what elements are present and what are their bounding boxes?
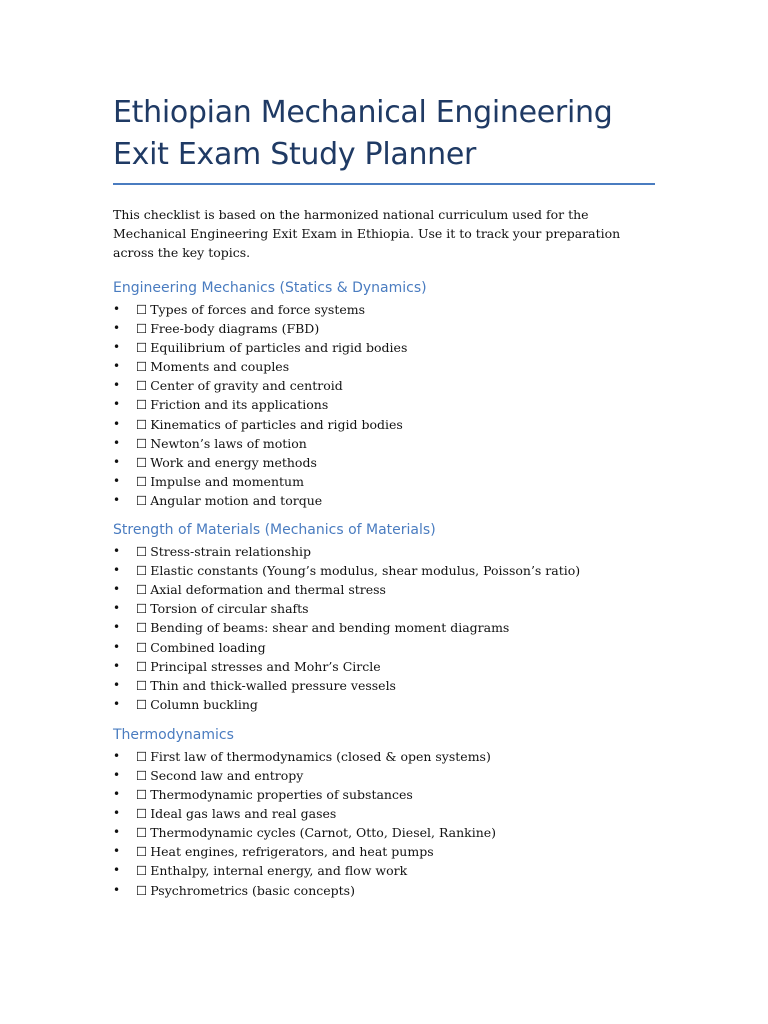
checklist-item-label: Ideal gas laws and real gases (150, 806, 337, 822)
checklist-item-label: Column buckling (150, 696, 258, 712)
checklist-item-label: Combined loading (150, 639, 266, 655)
bullet-icon: • (113, 639, 121, 654)
checklist-item (113, 618, 655, 637)
checklist-item (113, 357, 655, 376)
checklist-item-label: Moments and couples (150, 359, 290, 375)
checkbox-icon[interactable]: ☐ (136, 806, 148, 822)
checklist-item (113, 300, 655, 319)
bullet-icon: • (113, 321, 121, 336)
checkbox-icon[interactable]: ☐ (136, 748, 148, 764)
bullet-icon: • (113, 492, 121, 507)
bullet-icon: • (113, 397, 121, 412)
checklist-item-label: Newton’s laws of motion (150, 435, 307, 451)
title-divider (113, 183, 655, 185)
checkbox-icon[interactable]: ☐ (136, 321, 148, 337)
checklist-item-label: Work and energy methods (150, 454, 317, 470)
checklist-item-label: Stress-strain relationship (150, 544, 312, 560)
checklist-item (113, 338, 655, 357)
checkbox-icon[interactable]: ☐ (136, 359, 148, 375)
section-thermodynamics (113, 725, 655, 900)
checklist-item (113, 376, 655, 395)
bullet-icon: • (113, 658, 121, 673)
checklist-item-label: Thermodynamic cycles (Carnot, Otto, Diesel, Rankine) (150, 825, 497, 841)
checklist-item (113, 491, 655, 510)
checklist-item-label: Thin and thick-walled pressure vessels (150, 677, 396, 693)
checkbox-icon[interactable]: ☐ (136, 340, 148, 356)
checkbox-icon[interactable]: ☐ (136, 416, 148, 432)
checklist-item-label: Thermodynamic properties of substances (150, 787, 413, 803)
document-page (113, 92, 655, 900)
checkbox-icon[interactable]: ☐ (136, 696, 148, 712)
checklist-item-label: Enthalpy, internal energy, and flow work (150, 863, 408, 879)
section-heading: Strength of Materials (Mechanics of Materials) (113, 522, 436, 539)
checklist-item (113, 395, 655, 414)
bullet-icon: • (113, 454, 121, 469)
bullet-icon: • (113, 825, 121, 840)
checkbox-icon[interactable]: ☐ (136, 397, 148, 413)
checkbox-icon[interactable]: ☐ (136, 767, 148, 783)
checkbox-icon[interactable]: ☐ (136, 825, 148, 841)
bullet-icon: • (113, 473, 121, 488)
checklist-item (113, 881, 655, 900)
checkbox-icon[interactable]: ☐ (136, 378, 148, 394)
checklist-item-label: Heat engines, refrigerators, and heat pumps (150, 844, 434, 860)
checklist-item (113, 766, 655, 785)
checklist-item (113, 542, 655, 561)
checklist (113, 542, 655, 714)
checklist (113, 300, 655, 510)
checkbox-icon[interactable]: ☐ (136, 639, 148, 655)
checkbox-icon[interactable]: ☐ (136, 302, 148, 317)
document-title: Ethiopian Mechanical Engineering Exit Exam Study Planner (113, 95, 613, 172)
checkbox-icon[interactable]: ☐ (136, 844, 148, 860)
bullet-icon: • (113, 378, 121, 393)
checkbox-icon[interactable]: ☐ (136, 677, 148, 693)
checklist-item-label: First law of thermodynamics (closed & open systems) (150, 748, 491, 764)
checklist-item (113, 823, 655, 842)
checkbox-icon[interactable]: ☐ (136, 544, 148, 560)
checklist-item-label: Friction and its applications (150, 397, 329, 413)
checklist-item (113, 561, 655, 580)
bullet-icon: • (113, 696, 121, 711)
intro-paragraph: This checklist is based on the harmonized national curriculum used for the Mechanical Engineering Exit Exam in Ethiopia. Use it to track your preparation across the key topics. (113, 207, 621, 260)
bullet-icon: • (113, 882, 121, 897)
checklist-item-label: Second law and entropy (150, 767, 304, 783)
bullet-icon: • (113, 435, 121, 450)
checklist-item-label: Impulse and momentum (150, 473, 304, 489)
section-engineering-mechanics (113, 278, 655, 510)
bullet-icon: • (113, 748, 121, 763)
checklist-item (113, 657, 655, 676)
checklist-item (113, 453, 655, 472)
bullet-icon: • (113, 677, 121, 692)
checklist-item-label: Psychrometrics (basic concepts) (150, 882, 355, 898)
section-heading: Thermodynamics (113, 726, 234, 743)
bullet-icon: • (113, 767, 121, 782)
checkbox-icon[interactable]: ☐ (136, 601, 148, 617)
checklist-item-label: Angular motion and torque (150, 492, 323, 508)
checklist-item (113, 599, 655, 618)
section-strength-of-materials (113, 520, 655, 714)
checklist-item-label: Bending of beams: shear and bending moment diagrams (150, 620, 510, 636)
checklist-item (113, 638, 655, 657)
section-heading: Engineering Mechanics (Statics & Dynamics) (113, 280, 427, 296)
checklist-item (113, 861, 655, 880)
checklist-item-label: Equilibrium of particles and rigid bodies (150, 340, 408, 356)
checklist-item (113, 804, 655, 823)
checklist-item (113, 676, 655, 695)
checklist-item (113, 695, 655, 714)
checklist-item (113, 747, 655, 766)
checkbox-icon[interactable]: ☐ (136, 435, 148, 451)
checkbox-icon[interactable]: ☐ (136, 492, 148, 508)
bullet-icon: • (113, 302, 121, 316)
checklist-item-label: Free-body diagrams (FBD) (150, 321, 320, 337)
checklist-item-label: Torsion of circular shafts (150, 601, 309, 617)
checkbox-icon[interactable]: ☐ (136, 454, 148, 470)
bullet-icon: • (113, 806, 121, 821)
checklist-item-label: Center of gravity and centroid (150, 378, 343, 394)
bullet-icon: • (113, 544, 121, 559)
checklist-item (113, 842, 655, 861)
checklist-item (113, 785, 655, 804)
checklist-item-label: Principal stresses and Mohr’s Circle (150, 658, 381, 674)
bullet-icon: • (113, 863, 121, 878)
checkbox-icon[interactable]: ☐ (136, 473, 148, 489)
checkbox-icon[interactable]: ☐ (136, 620, 148, 636)
checkbox-icon[interactable]: ☐ (136, 582, 148, 598)
bullet-icon: • (113, 340, 121, 355)
checkbox-icon[interactable]: ☐ (136, 863, 148, 879)
checklist (113, 747, 655, 900)
bullet-icon: • (113, 359, 121, 374)
checklist-item (113, 415, 655, 434)
bullet-icon: • (113, 787, 121, 802)
checklist-item (113, 434, 655, 453)
checklist-item (113, 319, 655, 338)
bullet-icon: • (113, 620, 121, 635)
checklist-item (113, 472, 655, 491)
bullet-icon: • (113, 844, 121, 859)
bullet-icon: • (113, 563, 121, 578)
checklist-item-label: Types of forces and force systems (150, 302, 366, 317)
checkbox-icon[interactable]: ☐ (136, 787, 148, 803)
bullet-icon: • (113, 601, 121, 616)
checklist-item-label: Elastic constants (Young’s modulus, shear modulus, Poisson’s ratio) (150, 563, 581, 579)
checkbox-icon[interactable]: ☐ (136, 882, 148, 898)
checkbox-icon[interactable]: ☐ (136, 563, 148, 579)
checkbox-icon[interactable]: ☐ (136, 658, 148, 674)
checklist-item-label: Axial deformation and thermal stress (150, 582, 386, 598)
bullet-icon: • (113, 416, 121, 431)
checklist-item (113, 580, 655, 599)
checklist-item-label: Kinematics of particles and rigid bodies (150, 416, 403, 432)
bullet-icon: • (113, 582, 121, 597)
